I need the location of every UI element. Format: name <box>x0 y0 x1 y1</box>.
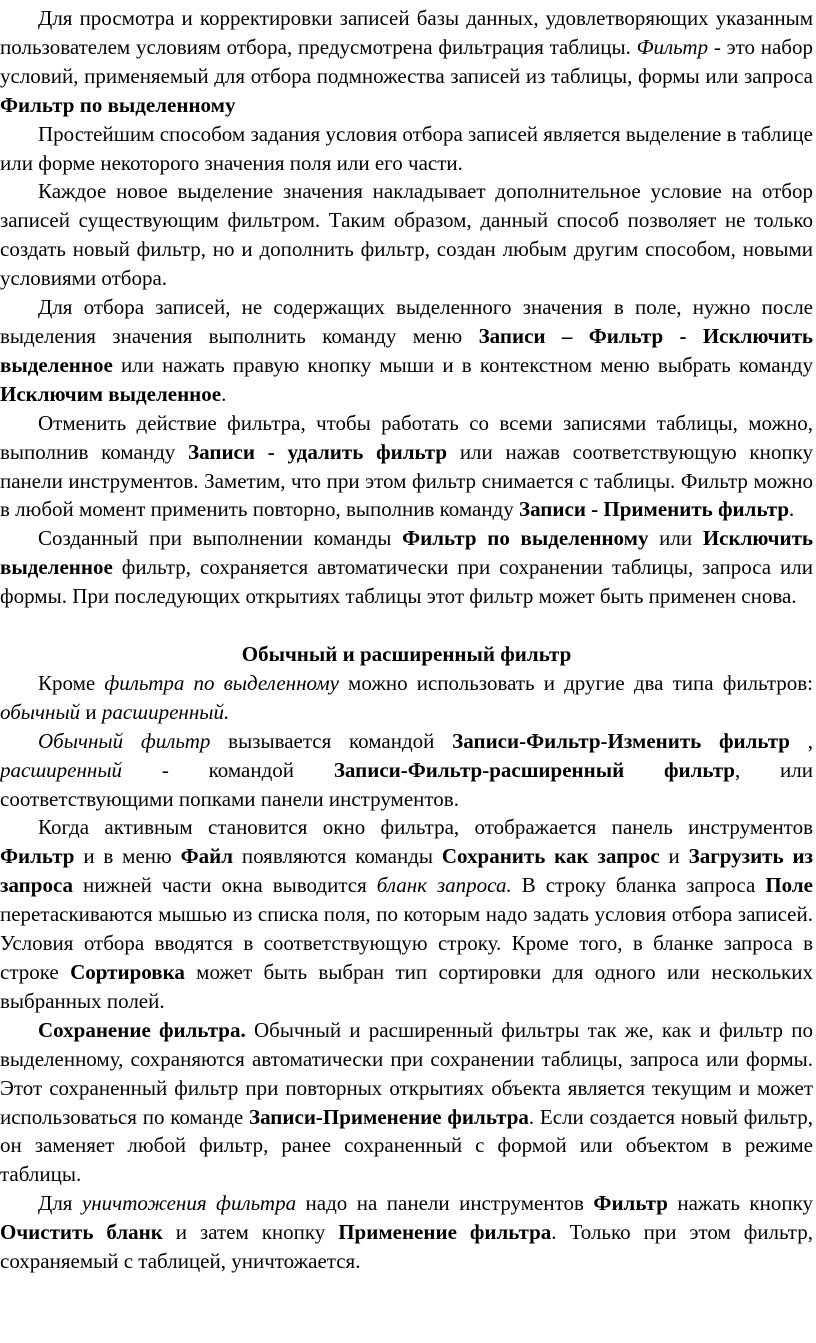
text-run: Обычный и расширенный фильтры так же, как и фильтр по выделенному, сохраняются автоматически при сохранении таблицы, запроса или формы. Этот сохраненный фильтр при повторных открытиях объекта является текущим и может использоваться по команде <box>0 1017 814 1129</box>
italic-term: фильтра по выделенному <box>104 670 339 695</box>
paragraph-filter-types <box>0 669 813 727</box>
bold-term: Фильтр по выделенному <box>0 92 236 117</box>
text-run: . <box>221 381 227 406</box>
text-run: и <box>80 699 102 724</box>
text-run: . Только при этом фильтр, сохраняемый с таблицей, уничтожается. <box>0 1220 813 1274</box>
bold-command: Исключим выделенное <box>0 381 222 406</box>
bold-command: Записи - Применить фильтр <box>519 497 789 522</box>
italic-term: расширенный. <box>101 699 230 724</box>
text-run: вызывается командой <box>210 728 453 753</box>
bold-term: Сортировка <box>70 960 185 984</box>
bold-command: Фильтр по выделенному <box>402 526 649 551</box>
italic-term: уничтожения фильтра <box>81 1191 297 1216</box>
paragraph-filter-window <box>0 813 813 1015</box>
text-run: Созданный при выполнении команды <box>38 526 403 551</box>
text-run: или нажать правую кнопку мыши и в контекстном меню выбрать команду <box>112 352 813 377</box>
text-run: Для <box>38 1191 82 1216</box>
bold-term: Сохранение фильтра. <box>38 1017 246 1042</box>
italic-term: бланк запроса. <box>376 873 512 898</box>
bold-command: Сохранить как запрос <box>441 844 660 869</box>
text-run: Когда активным становится окно фильтра, отображается панель инструментов <box>38 815 813 840</box>
text-run: Для просмотра и корректировки записей базы данных, удовлетворяющих указанным пользователем условиям отбора, предусмотрена фильтрация таблицы. <box>0 6 813 59</box>
section-heading: Обычный и расширенный фильтр <box>241 642 572 667</box>
text-run: . <box>789 497 795 522</box>
text-run: Каждое новое выделение значения накладывает дополнительное условие на отбор записей существующим фильтром. Таким образом, данный способ позволяет не только создать новый фильтр, но и дополнить фильтр, создан любым другим способом, новыми условиями отбора. <box>0 179 813 291</box>
text-run: нижней части окна выводится <box>73 873 377 898</box>
text-run: и <box>659 844 689 869</box>
italic-term: Обычный фильтр <box>38 728 211 753</box>
paragraph-cancel-filter <box>0 409 813 525</box>
text-run: можно использовать и другие два типа фильтров: <box>338 670 814 695</box>
italic-term: расширенный <box>0 757 123 782</box>
text-run: Кроме <box>38 670 105 695</box>
text-run: , или соответствующими попками панели инструментов. <box>0 757 813 811</box>
text-run: или <box>648 526 703 551</box>
bold-command: Исключить выделенное <box>0 526 813 580</box>
paragraph-new-selection <box>0 177 813 293</box>
text-run: надо на панели инструментов <box>296 1191 594 1216</box>
text-run: , <box>790 728 814 753</box>
paragraph-delete-filter <box>0 1189 813 1276</box>
text-run: . Если создается новый фильтр, он заменяет любой фильтр, ранее сохраненный с формой или объектом в режиме таблицы. <box>0 1104 813 1187</box>
paragraph-filter-commands <box>0 727 813 814</box>
bold-command: Загрузить из запроса <box>0 844 813 898</box>
bold-term: Фильтр <box>0 844 75 869</box>
bold-command: Записи-Применение фильтра <box>249 1104 529 1129</box>
paragraph-filter-intro <box>0 4 813 120</box>
text-run: - это набор условий, применяемый для отбора подмножества записей из таблицы, формы или запроса <box>0 34 813 88</box>
text-run: - командой <box>122 757 334 782</box>
paragraph-simple-method <box>0 120 813 178</box>
text-run: может быть выбран тип сортировки для одного или нескольких выбранных полей. <box>0 960 814 1013</box>
text-run: нажать кнопку <box>667 1191 814 1216</box>
italic-term: Фильтр <box>636 34 709 59</box>
text-run: перетаскиваются мышью из списка поля, по которым надо задать условия отбора записей. Условия отбора вводятся в соответствующую строку. Кроме того, в бланке запроса в строке <box>0 902 813 984</box>
text-run: В строку бланка запроса <box>511 873 766 898</box>
paragraph-exclude-selection <box>0 293 813 409</box>
text-run: Отменить действие фильтра, чтобы работать со всеми записями таблицы, можно, выполнив команду <box>0 410 813 464</box>
bold-command: Записи-Фильтр-расширенный фильтр <box>333 757 735 782</box>
text-run: появляются команды <box>233 844 442 869</box>
paragraph-save-filter <box>0 1016 813 1189</box>
text-run: и в меню <box>74 844 181 869</box>
text-run: фильтр, сохраняется автоматически при сохранении таблицы, запроса или формы. При последующих открытиях таблицы этот фильтр может быть применен снова. <box>0 555 813 609</box>
bold-command: Очистить бланк <box>0 1220 163 1245</box>
bold-command: Записи-Фильтр-Изменить фильтр <box>452 728 790 753</box>
bold-command: Записи – Фильтр - Исключить выделенное <box>0 323 813 377</box>
text-run: или нажав соответствующую кнопку панели инструментов. Заметим, что при этом фильтр снимается с таблицы. Фильтр можно в любой момент применить повторно, выполнив команду <box>0 439 814 522</box>
text-run: Для отбора записей, не содержащих выделенного значения в поле, нужно после выделения значения выполнить команду меню <box>0 295 813 348</box>
bold-command: Записи - удалить фильтр <box>188 439 448 464</box>
bold-command: Применение фильтра <box>338 1220 552 1245</box>
bold-term: Фильтр <box>593 1191 668 1216</box>
italic-term: обычный <box>0 699 81 724</box>
bold-term: Файл <box>180 844 233 869</box>
text-run: Простейшим способом задания условия отбора записей является выделение в таблице или форме некоторого значения поля или его части. <box>0 121 813 175</box>
bold-term: Поле <box>765 873 813 898</box>
paragraph-filter-saved <box>0 524 813 611</box>
text-run: и затем кнопку <box>162 1220 339 1245</box>
